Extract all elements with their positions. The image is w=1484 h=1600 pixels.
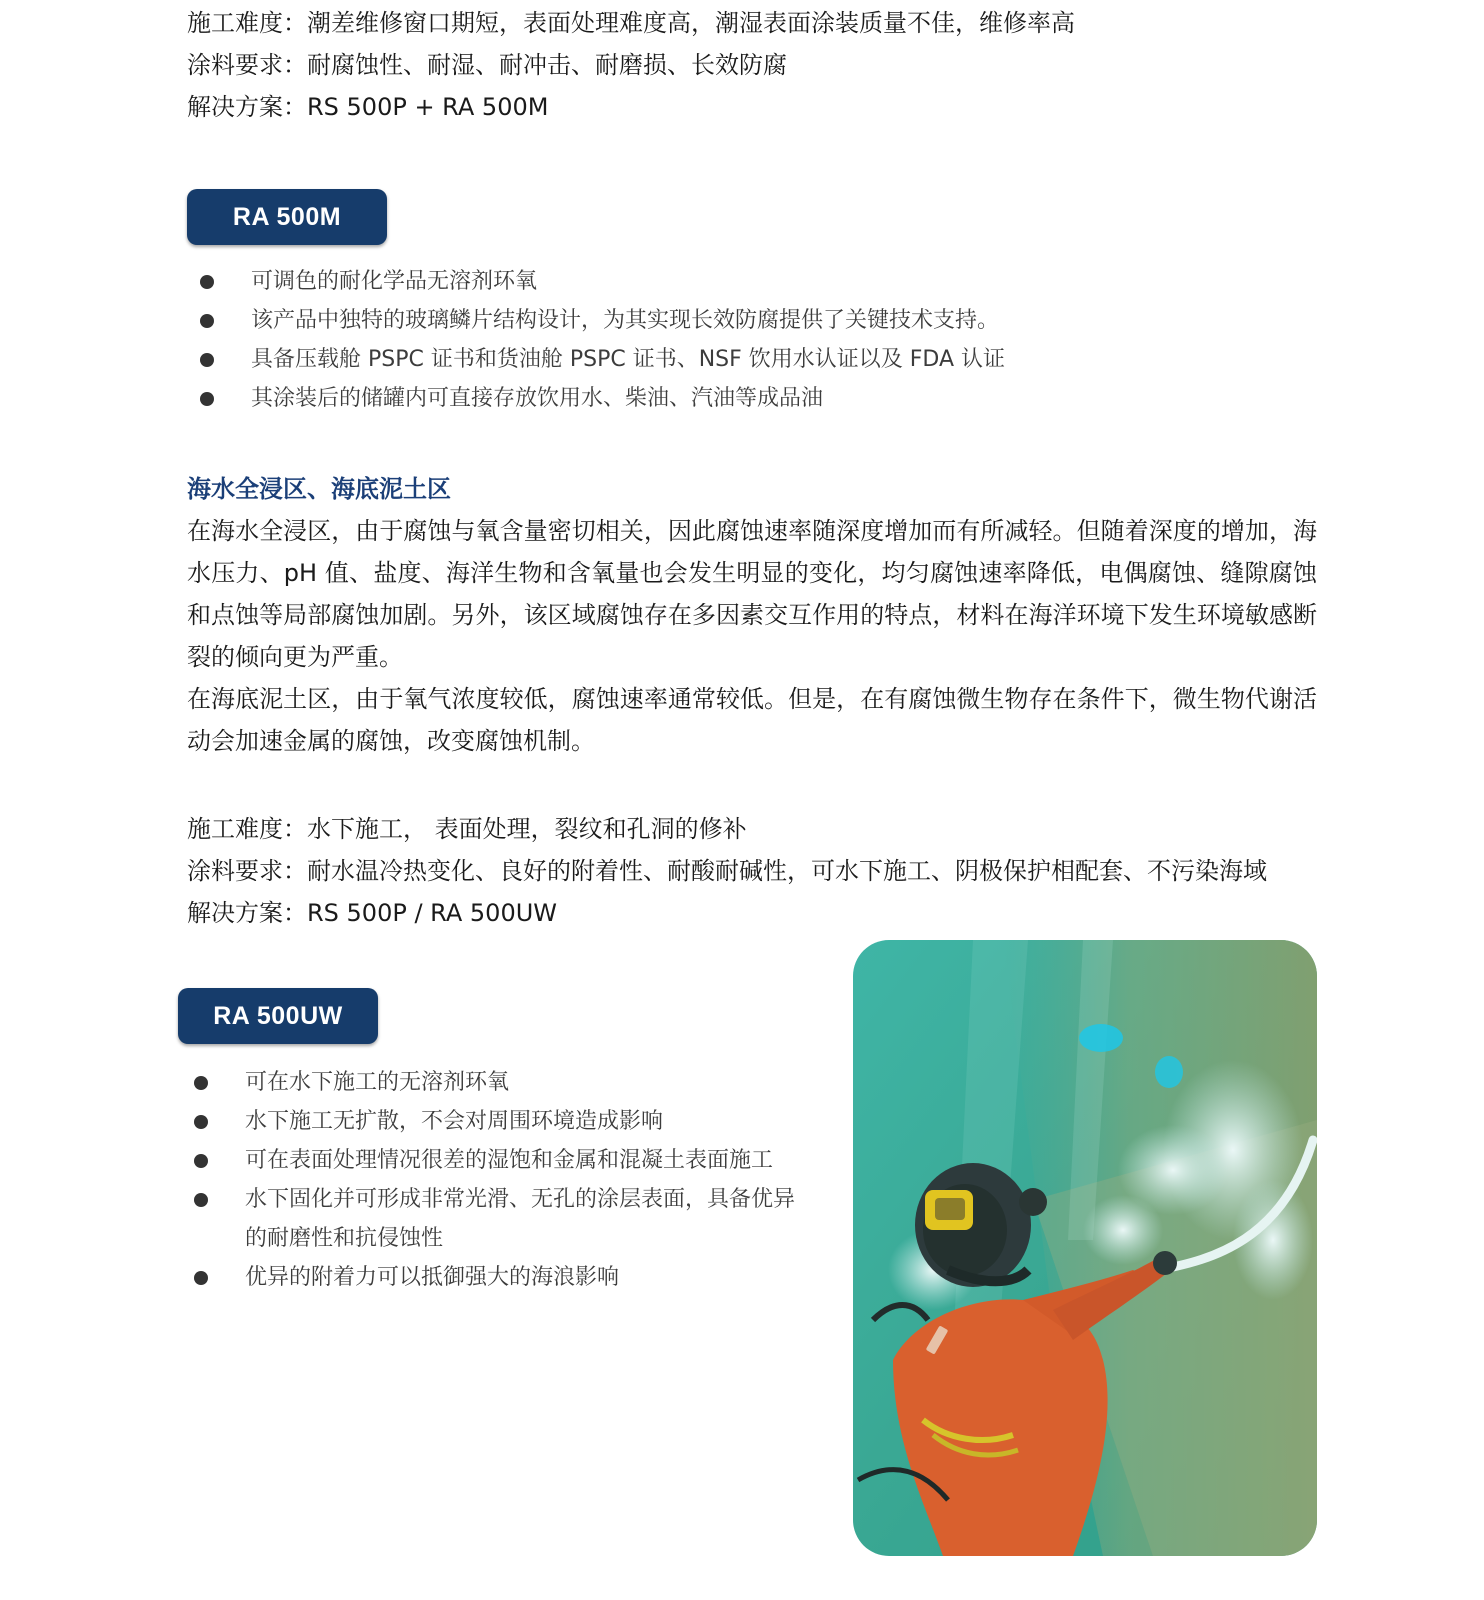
- construction-difficulty: 施工难度：水下施工， 表面处理，裂纹和孔洞的修补: [187, 815, 747, 843]
- ra500uw-feature-list: [194, 1063, 814, 1297]
- list-item: 水下施工无扩散，不会对周围环境造成影响: [194, 1102, 814, 1141]
- construction-difficulty: 施工难度：潮差维修窗口期短，表面处理难度高，潮湿表面涂装质量不佳，维修率高: [187, 9, 1075, 37]
- list-item: 可在表面处理情况很差的湿饱和金属和混凝土表面施工: [194, 1141, 814, 1180]
- bullet-icon: [200, 353, 214, 367]
- paragraph-immersion-zone: 在海水全浸区，由于腐蚀与氧含量密切相关，因此腐蚀速率随深度增加而有所减轻。但随着深度的增加，海水压力、pH 值、盐度、海洋生物和含氧量也会发生明显的变化，均匀腐蚀速率降低，电偶腐蚀、缝隙腐蚀和点蚀等局部腐蚀加剧。另外，该区域腐蚀存在多因素交互作用的特点，材料在海洋环境下发生环境敏感断裂的倾向更为严重。: [187, 517, 1317, 671]
- top-specs: [187, 2, 1337, 128]
- paragraph-seabed-zone: 在海底泥土区，由于氧气浓度较低，腐蚀速率通常较低。但是，在有腐蚀微生物存在条件下，微生物代谢活动会加速金属的腐蚀，改变腐蚀机制。: [187, 685, 1317, 755]
- coating-requirements: 涂料要求：耐腐蚀性、耐湿、耐冲击、耐磨损、长效防腐: [187, 51, 787, 79]
- solution: 解决方案：RS 500P + RA 500M: [187, 93, 549, 121]
- bullet-icon: [200, 275, 214, 289]
- bullet-icon: [194, 1271, 208, 1285]
- section-heading: 海水全浸区、海底泥土区: [187, 475, 451, 503]
- underwater-diver-photo: [853, 940, 1317, 1556]
- ra500m-feature-list: [200, 262, 1200, 418]
- list-item: 可在水下施工的无溶剂环氧: [194, 1063, 814, 1102]
- product-badge-ra500m: RA 500M: [187, 189, 387, 245]
- list-item: 该产品中独特的玻璃鳞片结构设计，为其实现长效防腐提供了关键技术支持。: [200, 301, 1200, 340]
- bullet-icon: [200, 392, 214, 406]
- bullet-icon: [194, 1154, 208, 1168]
- list-item: 其涂装后的储罐内可直接存放饮用水、柴油、汽油等成品油: [200, 379, 1200, 418]
- list-item: 可调色的耐化学品无溶剂环氧: [200, 262, 1200, 301]
- product-badge-ra500uw: RA 500UW: [178, 988, 378, 1044]
- bottom-specs: [187, 808, 1337, 934]
- section-body: [187, 510, 1317, 762]
- bullet-icon: [194, 1193, 208, 1207]
- diver-illustration: [853, 940, 1317, 1556]
- solution: 解决方案：RS 500P / RA 500UW: [187, 899, 558, 927]
- bullet-icon: [194, 1076, 208, 1090]
- coating-requirements: 涂料要求：耐水温冷热变化、良好的附着性、耐酸耐碱性，可水下施工、阴极保护相配套、不污染海域: [187, 857, 1267, 885]
- list-item: 水下固化并可形成非常光滑、无孔的涂层表面，具备优异的耐磨性和抗侵蚀性: [194, 1180, 814, 1258]
- list-item: 优异的附着力可以抵御强大的海浪影响: [194, 1258, 814, 1297]
- bullet-icon: [200, 314, 214, 328]
- bullet-icon: [194, 1115, 208, 1129]
- list-item: 具备压载舱 PSPC 证书和货油舱 PSPC 证书、NSF 饮用水认证以及 FDA 认证: [200, 340, 1200, 379]
